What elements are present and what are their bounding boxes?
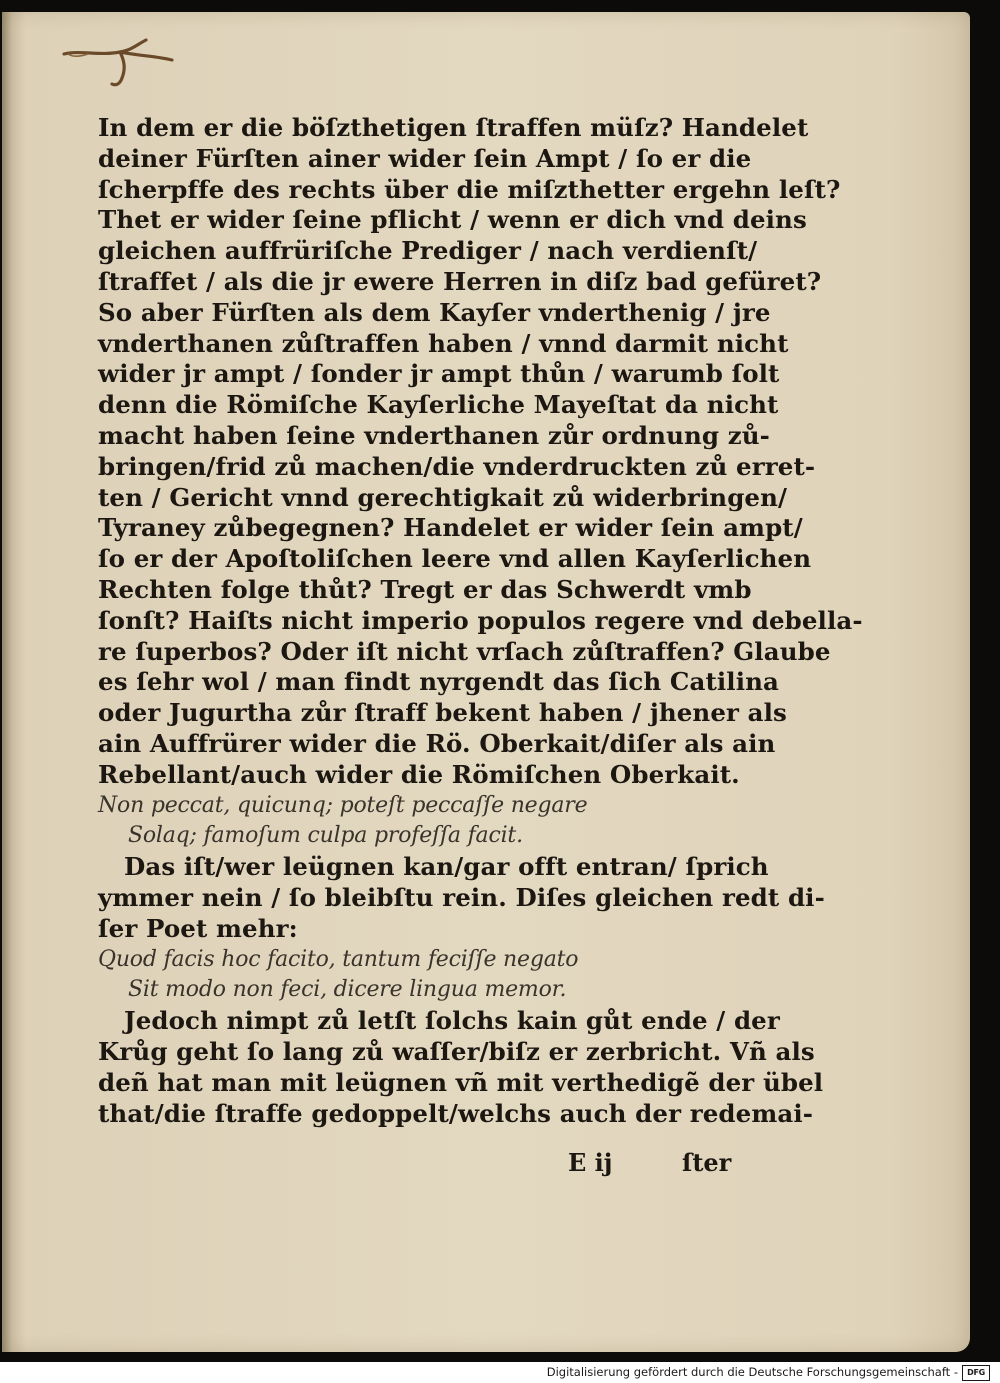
- text-line: Jedoch nimpt zů letſt ſolchs kain gůt ende / der: [124, 1006, 780, 1036]
- text-line: re ſuperbos? Oder iſt nicht vrſach zůſtraffen? Glaube: [98, 636, 831, 666]
- text-line: ſcherpffe des rechts über die miſzthetter ergehn leſt?: [98, 174, 841, 204]
- text-line: Thet er wider ſeine pflicht / wenn er dich vnd deins: [98, 205, 807, 235]
- text-line: Das iſt/wer leügnen kan/gar offt entran/ ſprich: [124, 852, 769, 882]
- main-text-block: [98, 113, 863, 1129]
- text-line: deñ hat man mit leügnen vñ mit verthedigẽ der übel: [98, 1067, 824, 1097]
- dfg-logo-icon: DFG: [962, 1365, 990, 1381]
- text-line: gleichen auffrüriſche Prediger / nach verdienſt/: [98, 236, 758, 266]
- funding-credit: Digitalisierung gefördert durch die Deutsche Forschungsgemeinschaft -: [546, 1365, 958, 1379]
- text-line: ymmer nein / ſo bleibſtu rein. Diſes gleichen redt di-: [98, 882, 825, 912]
- text-line: In dem er die böſzthetigen ſtraffen müſz? Handelet: [98, 113, 809, 142]
- text-line: deiner Fürſten ainer wider ſein Ampt / ſo er die: [98, 143, 752, 173]
- text-line: denn die Römiſche Kayſerliche Mayeſtat da nicht: [98, 390, 779, 420]
- latin-verse-line: Solaq; famoſum culpa profeſſa facit.: [128, 823, 523, 849]
- latin-verse-line: Sit modo non feci, dicere lingua memor.: [128, 977, 567, 1003]
- text-line: Krůg geht ſo lang zů waſſer/biſz er zerbricht. Vñ als: [98, 1036, 815, 1066]
- text-line: ſonſt? Haiſts nicht imperio populos regere vnd debella-: [98, 605, 863, 635]
- book-page: [2, 12, 970, 1352]
- text-line: Tyraney zůbegegnen? Handelet er wider ſein ampt/: [98, 513, 803, 543]
- text-line: es ſehr wol / man findt nyrgendt das ſich Catilina: [98, 667, 780, 697]
- text-line: wider jr ampt / ſonder jr ampt thůn / warumb ſolt: [98, 359, 780, 389]
- text-line: Rebellant/auch wider die Römiſchen Oberkait.: [98, 759, 740, 789]
- text-line: ſo er der Apoſtoliſchen leere vnd allen Kayſerlichen: [98, 544, 812, 574]
- text-line: ten / Gericht vnnd gerechtigkait zů widerbringen/: [98, 482, 788, 512]
- text-line: So aber Fürſten als dem Kayſer vnderthenig / jre: [98, 297, 771, 327]
- text-line: ain Auffrürer wider die Rö. Oberkait/diſer als ain: [98, 728, 776, 758]
- ink-stain-mark: [60, 32, 180, 92]
- text-line: bringen/frid zů machen/die vnderdruckten zů erret-: [98, 451, 816, 481]
- latin-verse-line: Non peccat, quicunq; poteſt peccaſſe negare: [98, 792, 588, 818]
- latin-verse-line: Quod facis hoc facito, tantum feciſſe negato: [98, 946, 579, 972]
- footer-strip: [0, 1362, 1000, 1383]
- text-line: ſer Poet mehr:: [98, 913, 298, 943]
- text-line: vnderthanen zůſtraffen haben / vnnd darmit nicht: [98, 328, 789, 358]
- signature-mark: E ij: [568, 1148, 613, 1177]
- text-line: Rechten folge thůt? Tregt er das Schwerdt vmb: [98, 574, 752, 604]
- text-line: oder Jugurtha zůr ſtraff bekent haben / jhener als: [98, 698, 787, 728]
- text-line: that/die ſtraffe gedoppelt/welchs auch der redemai-: [98, 1098, 814, 1128]
- text-line: ſtraffet / als die jr ewere Herren in diſz bad gefüret?: [98, 266, 822, 296]
- text-line: macht haben ſeine vnderthanen zůr ordnung zů-: [98, 420, 770, 450]
- catchword: ſter: [682, 1148, 732, 1177]
